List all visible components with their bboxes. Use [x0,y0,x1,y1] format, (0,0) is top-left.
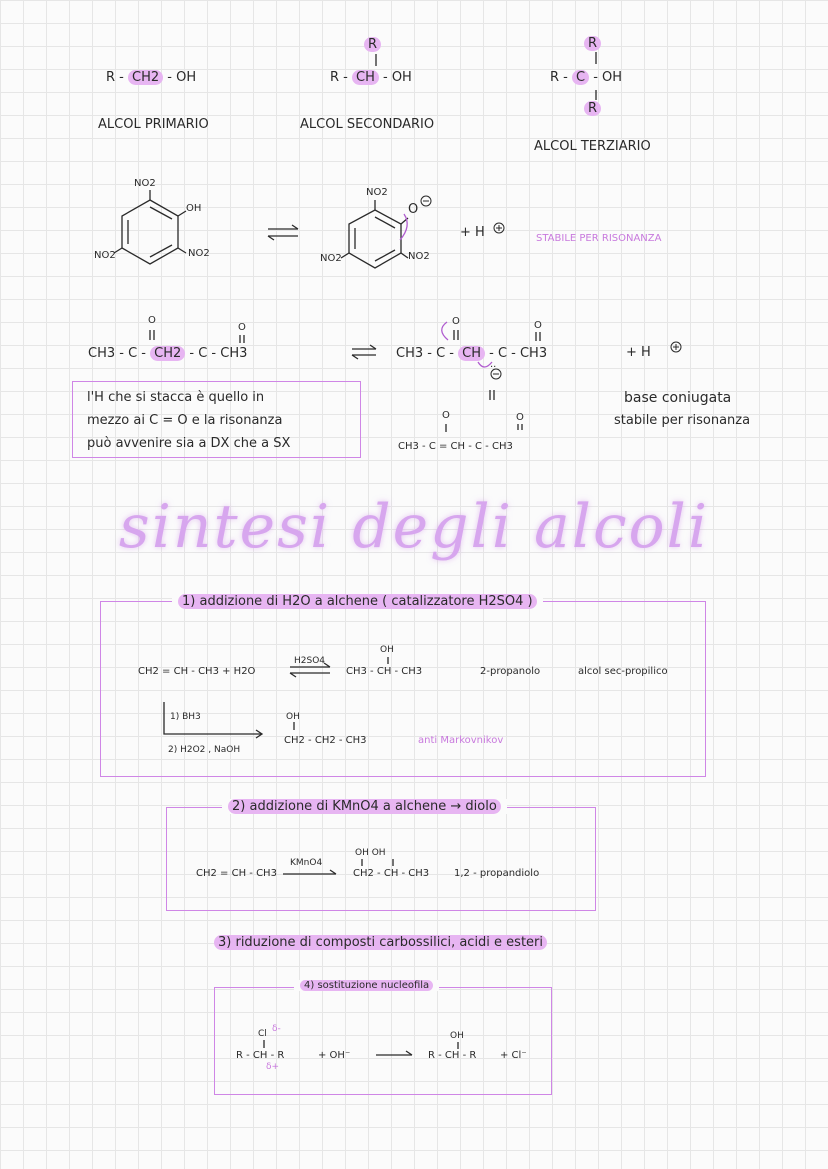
section-4-box [214,987,552,1095]
explanation-line: mezzo ai C = O e la risonanza [87,413,283,428]
delta-plus: δ+ [266,1062,280,1072]
explanation-line: l'H che si stacca è quello in [87,390,265,405]
anion-oxygen-2: O [534,320,542,331]
formula-part: - C - CH3 [189,346,248,361]
oh-group: OH [186,203,202,214]
secondary-alcohol-formula [330,70,412,85]
ion-no2-right: NO2 [408,251,430,262]
ion-no2-left: NO2 [320,253,342,264]
product-name: 2-propanolo [480,666,541,677]
no2-right: NO2 [188,248,210,259]
oxygen-2: O [238,322,246,333]
oh-label: OH [380,645,394,655]
label-text: 2) addizione di KMnO4 a alchene → diolo [228,799,501,814]
section-2-label [222,799,507,814]
tertiary-alcohol-formula [550,70,622,85]
diketone-formula [88,346,247,361]
equilibrium-arrow-1 [268,225,298,229]
diol-oh-labels: OH OH [355,848,386,858]
nucleophile: + OH⁻ [318,1050,351,1061]
formula-part: - C - CH3 [489,346,548,361]
anion-oxygen-1: O [452,316,460,327]
section-title: sintesi degli alcoli [118,492,710,562]
substitution-product: R - CH - R [428,1050,477,1061]
label-text: 4) sostituzione nucleofila [300,980,433,991]
section-1-label [172,594,543,609]
catalyst-label: H2SO4 [294,656,326,666]
tertiary-r-bottom: R [584,101,601,116]
highlighted-group: CH2 [150,346,185,361]
ion-no2-top: NO2 [366,187,388,198]
section-2-box [166,807,596,911]
curved-arrow-top [442,322,448,340]
secondary-r-group: R [364,37,381,52]
no2-left: NO2 [94,250,116,261]
highlighted-group: C [572,70,589,85]
step-2: 2) H2O2 , NaOH [168,745,241,755]
diol-formula: CH2 - CH - CH3 [353,868,430,879]
primary-alcohol-formula [106,70,196,85]
benzene-ring-left [122,200,178,264]
secondary-alcohol-label: ALCOL SECONDARIO [300,117,435,132]
product-alt-name: alcol sec-propilico [578,666,668,677]
highlighted-group: CH [458,346,485,361]
resonance-structure: CH3 - C = CH - C - CH3 [398,441,513,452]
formula-part: - OH [167,70,197,85]
product-formula: CH3 - CH - CH3 [346,666,423,677]
explanation-line: può avvenire sia a DX che a SX [87,436,291,451]
oh-label-2: OH [286,712,300,722]
resonance-stable-note: stabile per risonanza [614,413,751,428]
lone-pair: .. [490,359,497,370]
explanation-box [72,381,361,458]
formula-part: R - [330,70,348,85]
equilibrium-arrow-2 [352,345,376,349]
tertiary-r-top: R [584,36,601,51]
primary-alcohol-label: ALCOL PRIMARIO [98,117,209,132]
label-text: 1) addizione di H2O a alchene ( catalizzatore H2SO4 ) [178,594,537,609]
formula-part: - OH [593,70,623,85]
resonance-oxygen-2: O [516,412,524,423]
tertiary-alcohol-label: ALCOL TERZIARIO [534,139,651,154]
formula-part: CH3 - C - [88,346,146,361]
formula-part: - OH [383,70,412,85]
chlorine-label: Cl [258,1029,267,1039]
enolate-formula [396,346,547,361]
label-text: 3) riduzione di composti carbossilici, acidi e esteri [214,935,547,950]
highlighted-group: CH2 [128,70,163,85]
product-formula-2: CH2 - CH2 - CH3 [284,735,367,746]
delta-minus: δ- [272,1024,281,1034]
ion-oxygen: O [408,202,419,217]
substrate-formula: R - CH - R [236,1050,285,1061]
oxygen-1: O [148,315,156,326]
proton-2: + H [626,345,651,360]
highlighted-group: CH [352,70,379,85]
proton: + H [460,225,485,240]
resonance-oxygen: O [442,410,450,421]
formula-part: R - [550,70,568,85]
anti-markovnikov-note: anti Markovnikov [418,735,504,746]
resonance-note: STABILE PER RISONANZA [536,233,662,244]
formula-part: R - [106,70,124,85]
conjugate-base-note: base coniugata [624,390,732,406]
diol-name: 1,2 - propandiolo [454,868,540,879]
section-4-label [294,980,439,991]
alkene-reactant: CH2 = CH - CH3 + H2O [138,666,256,677]
benzene-ring-right [349,210,401,268]
step-1: 1) BH3 [170,712,201,722]
formula-part: CH3 - C - [396,346,454,361]
leaving-group: + Cl⁻ [500,1050,527,1061]
alkene-reactant-2: CH2 = CH - CH3 [196,868,277,879]
product-oh: OH [450,1031,464,1041]
no2-top: NO2 [134,178,156,189]
section-3-label [214,935,547,950]
reagent-label: KMnO4 [290,858,323,868]
